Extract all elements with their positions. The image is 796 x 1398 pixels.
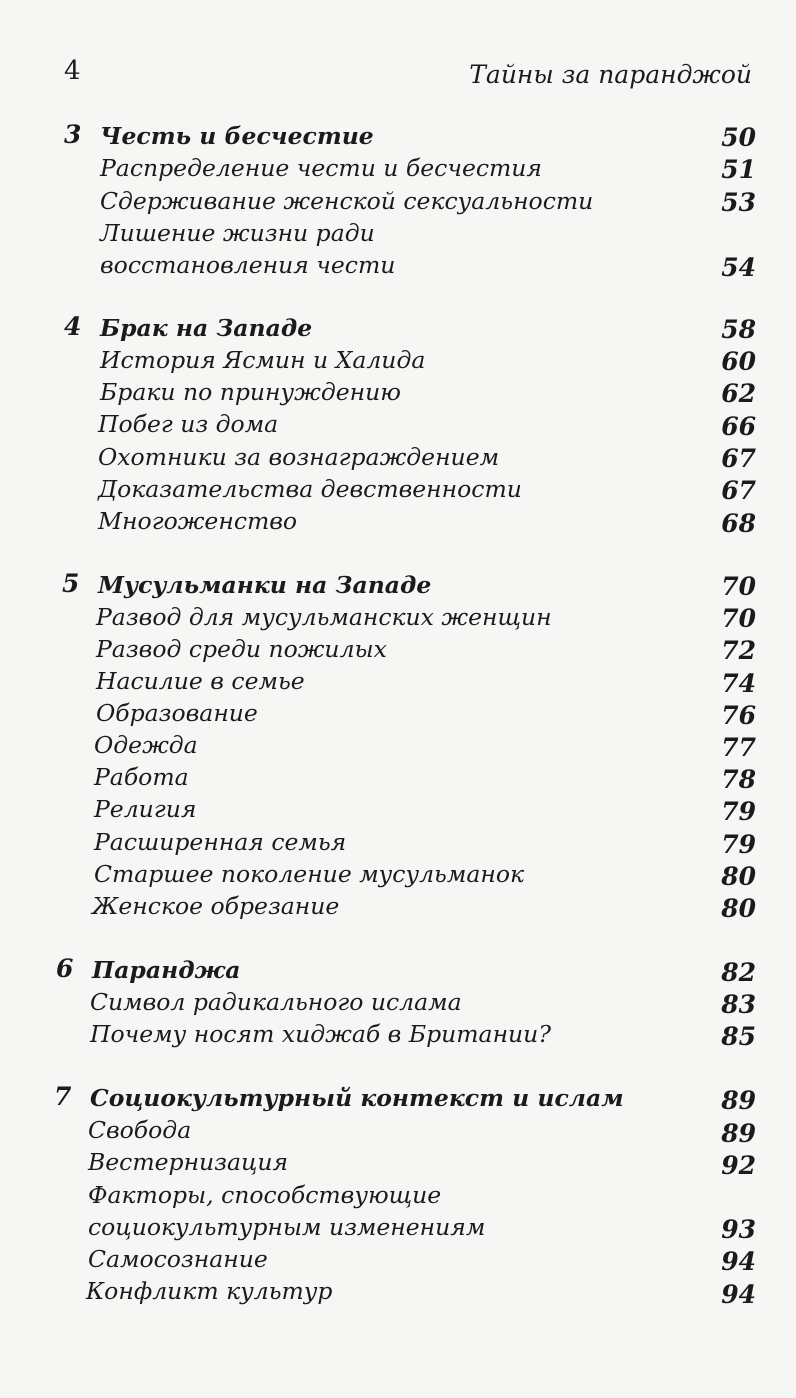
- section-title: Вестернизация: [88, 1148, 289, 1176]
- section-page: 89: [721, 1119, 756, 1148]
- section-title: Старшее поколение мусульманок: [94, 860, 525, 888]
- chapter-title: Паранджа: [92, 956, 241, 984]
- chapter-number: 3: [64, 120, 82, 149]
- chapter-number: 5: [62, 569, 80, 598]
- chapter-page: 58: [721, 315, 756, 344]
- chapter-page: 89: [721, 1086, 756, 1115]
- chapter-title: Честь и бесчестие: [100, 122, 374, 150]
- chapter-number: 6: [56, 954, 74, 983]
- section-page: 79: [721, 797, 756, 826]
- section-page: 62: [721, 379, 756, 408]
- section-page: 93: [721, 1215, 756, 1244]
- section-title: Образование: [96, 699, 258, 727]
- section-page: 85: [721, 1022, 756, 1051]
- section-title: Конфликт культур: [86, 1277, 333, 1305]
- section-title: Охотники за вознаграждением: [98, 443, 500, 471]
- section-title: Лишение жизни ради: [100, 219, 375, 247]
- chapter-title: Мусульманки на Западе: [98, 571, 432, 599]
- page-number: 4: [64, 56, 81, 86]
- section-page: 76: [721, 701, 756, 730]
- section-title: Насилие в семье: [96, 667, 305, 695]
- section-page: 51: [721, 155, 756, 184]
- section-title: Доказательства девственности: [98, 475, 522, 503]
- chapter-number: 4: [64, 312, 82, 341]
- section-title: Работа: [94, 763, 189, 791]
- section-page: 92: [721, 1151, 756, 1180]
- section-page: 94: [721, 1247, 756, 1276]
- chapter-number: 7: [54, 1082, 72, 1111]
- section-title: восстановления чести: [100, 251, 396, 279]
- section-title: История Ясмин и Халида: [100, 346, 426, 374]
- section-page: 78: [721, 765, 756, 794]
- section-page: 60: [721, 347, 756, 376]
- section-page: 74: [721, 669, 756, 698]
- section-page: 83: [721, 990, 756, 1019]
- section-title: Многоженство: [98, 507, 298, 535]
- section-page: 72: [721, 636, 756, 665]
- section-page: 77: [721, 733, 756, 762]
- section-page: 79: [721, 830, 756, 859]
- section-title: Распределение чести и бесчестия: [100, 154, 542, 182]
- section-title: социокультурным изменениям: [88, 1213, 486, 1241]
- section-title: Религия: [94, 795, 197, 823]
- section-page: 54: [721, 253, 756, 282]
- section-title: Женское обрезание: [92, 892, 340, 920]
- section-title: Факторы, способствующие: [88, 1181, 442, 1209]
- section-title: Браки по принуждению: [100, 378, 401, 406]
- chapter-page: 70: [721, 572, 756, 601]
- section-title: Одежда: [94, 731, 198, 759]
- section-title: Самосознание: [88, 1245, 268, 1273]
- section-title: Свобода: [88, 1116, 192, 1144]
- section-title: Сдерживание женской сексуальности: [100, 187, 594, 215]
- section-page: 66: [721, 412, 756, 441]
- running-title: Тайны за паранджой: [469, 60, 752, 89]
- section-page: 70: [721, 604, 756, 633]
- section-title: Развод для мусульманских женщин: [96, 603, 552, 631]
- section-page: 68: [721, 509, 756, 538]
- section-title: Символ радикального ислама: [90, 988, 462, 1016]
- section-page: 67: [721, 476, 756, 505]
- chapter-page: 82: [721, 958, 756, 987]
- section-title: Расширенная семья: [94, 828, 347, 856]
- section-page: 53: [721, 188, 756, 217]
- section-page: 80: [721, 862, 756, 891]
- section-page: 67: [721, 444, 756, 473]
- section-page: 80: [721, 894, 756, 923]
- section-title: Побег из дома: [98, 410, 279, 438]
- chapter-page: 50: [721, 123, 756, 152]
- section-page: 94: [721, 1280, 756, 1309]
- chapter-title: Социокультурный контекст и ислам: [90, 1084, 624, 1112]
- chapter-title: Брак на Западе: [100, 314, 313, 342]
- section-title: Почему носят хиджаб в Британии?: [90, 1020, 551, 1048]
- section-title: Развод среди пожилых: [96, 635, 387, 663]
